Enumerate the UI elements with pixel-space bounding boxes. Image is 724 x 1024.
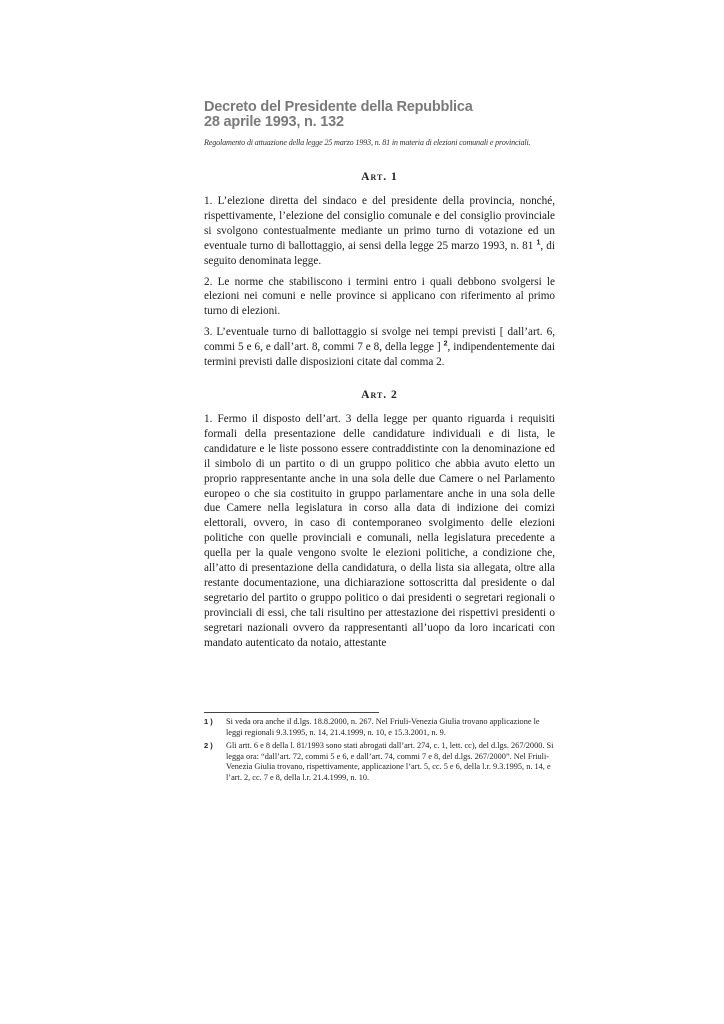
footnote-divider: [204, 712, 379, 713]
footnote-number: 1 ): [204, 717, 213, 726]
article-1-heading: Art. 1: [361, 171, 398, 183]
footnote-text: Si veda ora anche il d.lgs. 18.8.2000, n. 267. Nel Friuli-Venezia Giulia trovano applicazione le leggi regionali 9.3.1995, n. 14, 21.4.1999, n. 10, e 15.3.2001, n. 9.: [226, 717, 540, 737]
document-title: [204, 100, 555, 130]
footnote-number: 2 ): [204, 741, 213, 750]
footnote-ref-1[interactable]: 1: [536, 238, 541, 246]
footnote-text: Gli artt. 6 e 8 della l. 81/1993 sono stati abrogati dall’art. 274, c. 1, lett. cc), del d.lgs. 267/2000. Si legga ora: “dall’art. 72, commi 5 e 6, e dall’art. 74, commi 7 e 8, del d.lgs. 267/2000”. Nel Friuli-Venezia Giulia trovano, rispettivamente, applicazione l’art. 5, cc. 5 e 6, della l.r. 9.3.1995, n. 14, e l’art. 2, cc. 7 e 8, della l.r. 21.4.1999, n. 10.: [226, 741, 554, 782]
article-1-paragraph-3-tail: , indipendentemente dai termini previsti dalle disposizioni citate dal comma 2.: [204, 341, 555, 369]
article-1-paragraph-3: [204, 325, 555, 370]
title-line-1: Decreto del Presidente della Repubblica: [204, 99, 473, 115]
article-2-paragraph-1: 1. Fermo il disposto dell’art. 3 della legge per quanto riguarda i requisiti formali della presentazione delle candidature individuali e di lista, le candidature e le liste possono essere contraddistinte con la denominazione ed il simbolo di un partito o di un gruppo politico che abbia avuto eletto un proprio rappresentante anche in una sola delle due Camere o nel Parlamento europeo o che sia costituito in gruppo parlamentare anche in una sola delle due Camere nella legislatura in corso alla data di indizione dei comizi elettorali, ovvero, in caso di contemporaneo svolgimento delle elezioni politiche con quelle provinciali e comunali, nella legislatura precedente a quella per la quale vengono svolte le elezioni politiche, a condizione che, all’atto di presentazione della candidatura, o della lista sia allegata, oltre alla restante documentazione, una dichiarazione sottoscritta dal presidente o dal segretario del partito o gruppo politico o dai presidenti o segretari regionali o provinciali di essi, che tali risultino per attestazione dei rispettivi presidenti o segretari nazionali ovvero da rappresentanti all’uopo da loro incaricati con mandato autenticato da notaio, attestante: [204, 412, 555, 649]
footnote-1: [204, 717, 556, 738]
footnotes: [204, 717, 556, 786]
article-1-paragraph-1: [204, 194, 555, 269]
footnote-2: [204, 741, 556, 783]
article-1-paragraph-2: 2. Le norme che stabiliscono i termini entro i quali debbono svolgersi le elezioni nei comuni e nelle province si applicano con riferimento al primo turno di elezioni.: [204, 275, 555, 318]
document-page: [204, 100, 555, 650]
article-1: [204, 171, 555, 370]
document-subtitle: Regolamento di attuazione della legge 25 marzo 1993, n. 81 in materia di elezioni comunali e provinciali.: [204, 138, 531, 147]
article-1-paragraph-1-tail: , di seguito denominata legge.: [204, 239, 556, 267]
article-2-heading: Art. 2: [361, 388, 398, 401]
footnote-ref-2[interactable]: 2: [443, 340, 448, 348]
article-1-paragraph-3-text: 3. L’eventuale turno di ballottaggio si svolge nei tempi previsti [ dall’art. 6, commi 5 e 6, e dall’art. 8, commi 7 e 8, della legge ]: [204, 326, 555, 354]
title-line-2: 28 aprile 1993, n. 132: [204, 114, 344, 130]
article-2: [204, 389, 555, 651]
article-1-paragraph-1-text: 1. L’elezione diretta del sindaco e del presidente della provincia, nonché, rispettivamente, l’elezione del consiglio comunale e del consiglio provinciale si svolgono contestualmente mediante un primo turno di votazione ed un eventuale turno di ballottaggio, ai sensi della legge 25 marzo 1993, n. 81: [204, 195, 555, 252]
